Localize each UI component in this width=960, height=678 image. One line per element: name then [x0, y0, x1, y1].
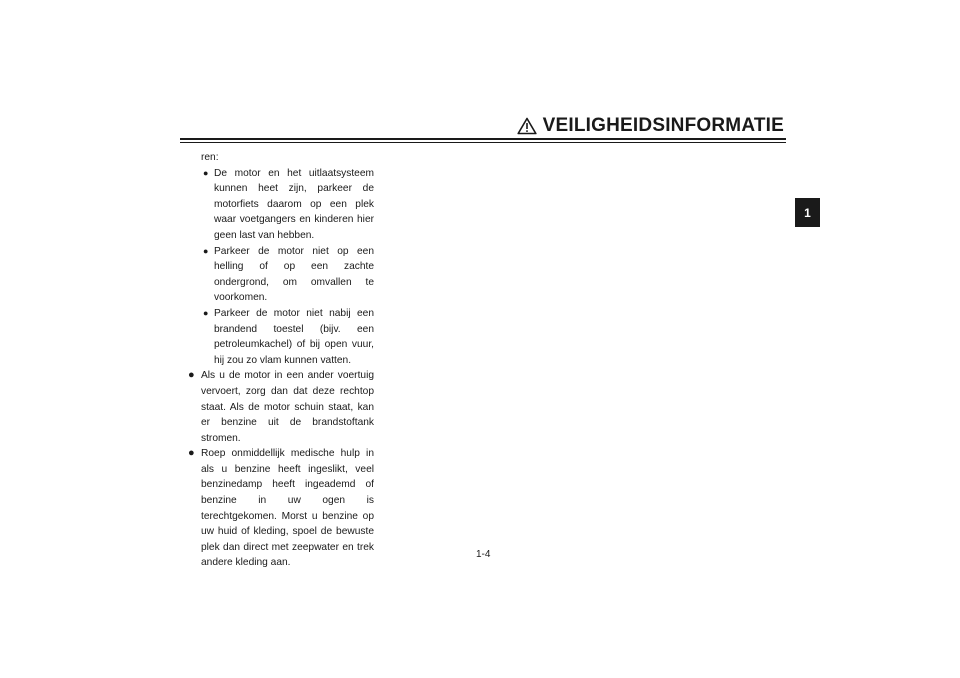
sub-list-item-text: Parkeer de motor niet nabij een brandend toestel (bijv. een petroleumkachel) of bij open vuur, hij zou zo vlam kunnen vatten.: [214, 307, 374, 366]
chapter-tab: [795, 198, 820, 227]
section-header: [517, 115, 784, 137]
section-title: VEILIGHEIDSINFORMATIE: [542, 115, 784, 136]
header-rule-thick: [180, 138, 786, 140]
warning-triangle-icon: [517, 117, 537, 135]
main-bullet-list: [188, 368, 374, 571]
small-bullet-icon: ●: [203, 307, 209, 318]
body-text-column: [188, 150, 374, 571]
bullet-icon: ●: [188, 369, 195, 382]
main-list-item: [188, 446, 374, 571]
main-list-item-text: Als u de motor in een ander voertuig vervoert, zorg dan dat deze rechtop staat. Als de motor schuin staat, kan er benzine uit de brandstoftank stromen.: [201, 370, 374, 444]
bullet-icon: ●: [188, 447, 195, 460]
small-bullet-icon: ●: [203, 167, 209, 178]
page-number: 1-4: [476, 549, 491, 560]
sub-list-item: [188, 244, 374, 306]
small-bullet-icon: ●: [203, 245, 209, 256]
sub-list-item-text: Parkeer de motor niet op een helling of op een zachte ondergrond, om omvallen te voorkomen.: [214, 245, 374, 304]
sub-list-item: [188, 166, 374, 244]
intro-text: ren:: [201, 152, 219, 163]
sub-list-item: [188, 306, 374, 368]
main-list-item-text: Roep onmiddellijk medische hulp in als u benzine heeft ingeslikt, veel benzinedamp heeft ingeademd of benzine in uw ogen is terechtgekomen. Morst u benzine op uw huid of kleding, spoel de bewuste plek dan direct met zeepwater en trek andere kleding aan.: [201, 448, 374, 569]
sub-bullet-list: [188, 166, 374, 369]
main-list-item: [188, 368, 374, 446]
header-rule-thin: [180, 142, 786, 143]
chapter-tab-label: 1: [804, 205, 811, 220]
sub-list-item-text: De motor en het uitlaatsysteem kunnen heet zijn, parkeer de motorfiets daarom op een plek waar voetgangers en kinderen hier geen last van hebben.: [214, 167, 374, 241]
